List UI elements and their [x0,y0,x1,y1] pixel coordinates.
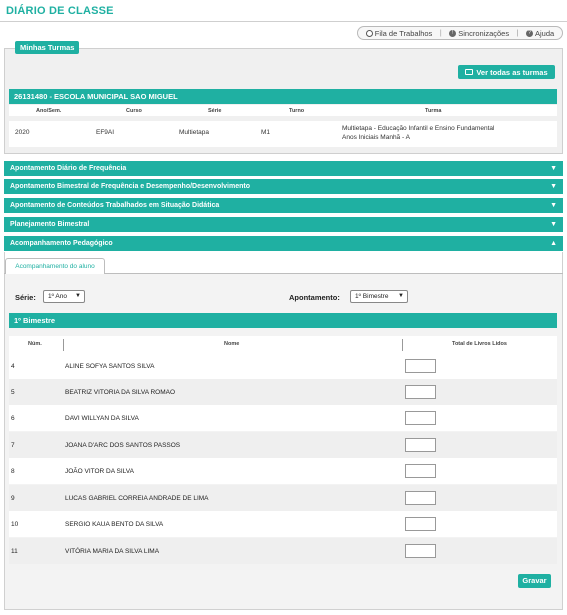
col-serie: Série [208,108,222,114]
section-planejamento[interactable] [4,217,563,232]
serie-select[interactable] [43,290,85,303]
class-turma-line1: Multietapa - Educação Infantil e Ensino Fundamental [342,125,495,132]
student-name: JOÃO VITOR DA SILVA [65,468,134,475]
sync-icon: ! [449,30,456,37]
student-num: 7 [11,442,15,449]
student-num: 5 [11,389,15,396]
list-icon [465,69,473,75]
table-row [9,538,557,564]
gravar-button[interactable]: Gravar [518,574,551,588]
class-turma-line2: Anos Iniciais Manhã - A [342,134,410,141]
livros-lidos-input[interactable] [405,438,436,452]
ajuda-label: Ajuda [535,28,555,38]
section-label: Apontamento de Conteúdos Trabalhados em Situação Didática [10,202,220,209]
section-label: Apontamento Diário de Frequência [10,165,127,172]
school-header[interactable]: 26131480 - ESCOLA MUNICIPAL SAO MIGUEL [9,89,557,104]
student-num: 10 [11,521,19,528]
serie-value: 1º Ano [48,293,68,300]
student-num: 6 [11,415,15,422]
table-row [9,432,557,458]
col-turma: Turma [425,108,442,114]
col-ano: Ano/Sem. [36,108,62,114]
section-label: Apontamento Bimestral de Frequência e Desempenho/Desenvolvimento [10,183,251,190]
class-serie: Multietapa [179,129,209,136]
chevron-down-icon: ▼ [75,293,81,299]
livros-lidos-input[interactable] [405,491,436,505]
student-num: 4 [11,363,15,370]
student-name: DAVI WILLYAN DA SILVA [65,415,139,422]
livros-lidos-input[interactable] [405,411,436,425]
bimestre-header: 1º Bimestre [9,313,557,328]
apontamento-label: Apontamento: [289,293,340,302]
student-num: 11 [11,548,18,555]
table-row [9,485,557,511]
page-title: DIÁRIO DE CLASSE [6,5,114,17]
class-ano: 2020 [15,129,30,136]
class-row[interactable] [9,121,557,147]
serie-label: Série: [15,293,36,302]
student-name: VITÓRIA MARIA DA SILVA LIMA [65,548,160,555]
student-num: 9 [11,495,15,502]
livros-lidos-input[interactable] [405,385,436,399]
table-row [9,353,557,379]
section-label: Planejamento Bimestral [10,221,90,228]
ver-todas-label: Ver todas as turmas [476,67,548,77]
class-turno: M1 [261,129,271,136]
top-toolbar [357,26,563,40]
livros-lidos-input[interactable] [405,517,436,531]
clock-icon [366,30,373,37]
section-conteudos[interactable] [4,198,563,213]
col-nome: Nome [224,341,240,347]
table-row [9,379,557,405]
livros-lidos-input[interactable] [405,359,436,373]
table-row [9,405,557,431]
col-turno: Turno [289,108,305,114]
fila-trabalhos-button[interactable] [366,29,433,38]
col-curso: Curso [126,108,142,114]
column-divider [63,339,64,351]
column-divider [402,339,403,351]
section-label: Acompanhamento Pedagógico [10,240,113,247]
chevron-down-icon: ▼ [550,221,557,228]
sincronizacoes-label: Sincronizações [458,28,510,38]
help-icon: ? [526,30,533,37]
ajuda-button[interactable] [526,29,554,38]
student-name: ALINE SOFYA SANTOS SILVA [65,363,155,370]
ver-todas-turmas-button[interactable] [458,65,555,79]
tab-acompanhamento-aluno[interactable]: Acompanhamento do aluno [5,258,105,274]
sincronizacoes-button[interactable] [449,29,509,38]
apontamento-value: 1º Bimestre [355,293,389,300]
fila-trabalhos-label: Fila de Trabalhos [374,28,433,38]
section-acompanhamento[interactable] [4,236,563,251]
livros-lidos-input[interactable] [405,464,436,478]
chevron-down-icon: ▼ [398,293,404,299]
col-num: Núm. [28,341,42,347]
header [0,0,567,22]
apontamento-select[interactable] [350,290,408,303]
class-curso: EF9AI [96,129,115,136]
section-frequencia-diaria[interactable] [4,161,563,176]
table-row [9,511,557,537]
class-table-header [9,105,557,116]
minhas-turmas-tab: Minhas Turmas [15,41,79,54]
student-name: JOANA D'ARC DOS SANTOS PASSOS [65,442,181,449]
livros-lidos-input[interactable] [405,544,436,558]
students-table-header [9,336,557,354]
table-row [9,458,557,484]
student-name: SERGIO KAUA BENTO DA SILVA [65,521,164,528]
chevron-down-icon: ▼ [550,165,557,172]
col-livros: Total de Livros Lidos [452,341,507,347]
toolbar-separator: | [516,29,519,37]
section-frequencia-bimestral[interactable] [4,179,563,194]
chevron-up-icon: ▲ [550,240,557,247]
toolbar-separator: | [439,29,442,37]
chevron-down-icon: ▼ [550,183,557,190]
student-name: BEATRIZ VITORIA DA SILVA ROMAO [65,389,176,396]
chevron-down-icon: ▼ [550,202,557,209]
student-num: 8 [11,468,15,475]
student-name: LUCAS GABRIEL CORREIA ANDRADE DE LIMA [65,495,209,502]
